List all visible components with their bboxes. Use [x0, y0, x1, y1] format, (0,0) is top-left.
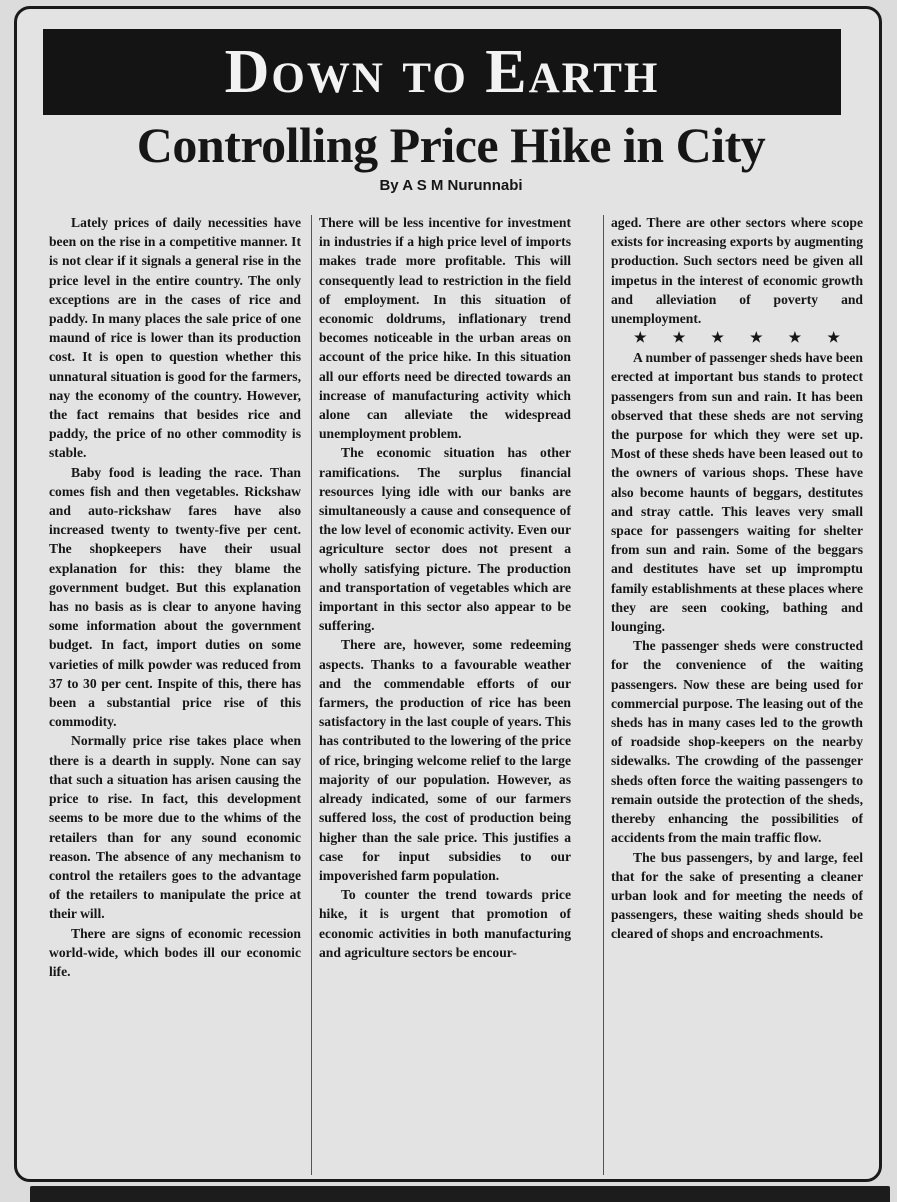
star-icon: ★ [711, 331, 724, 347]
paragraph: To counter the trend towards price hike, it is urgent that promotion of economic activities in both manufacturing and agriculture sectors be encour- [319, 887, 571, 960]
section-separator [611, 328, 863, 348]
column-divider [311, 215, 312, 1175]
article-column-3 [611, 213, 863, 1179]
star-icon: ★ [750, 331, 763, 347]
star-icon: ★ [672, 331, 686, 347]
article-column-1 [49, 213, 301, 1179]
paragraph: The passenger sheds were constructed for the convenience of the waiting passengers. Now these are being used for commercial purpose. The leasing out of the sheds has in many cases led to the growth of roadside shop-keepers on the nearby sidewalks. The crowding of the passenger sheds often force the waiting passengers to remain outside the protection of the sheds, thereby enhancing the possibilities of accidents from the main traffic flow. [611, 638, 863, 846]
paragraph: aged. There are other sectors where scope exists for increasing exports by augmenting production. Such sectors need be given all impetus in the interest of economic growth and alleviation of poverty and unemployment. [611, 215, 863, 327]
column-divider [603, 215, 604, 1175]
star-icon: ★ [634, 331, 647, 347]
paragraph: Normally price rise takes place when there is a dearth in supply. None can say that such a situation has arisen causing the price to rise. In fact, this development seems to be more due to the whims of the retailers than for any sound economic reason. The absence of any mechanism to control the retailers goes to the advantage of the retailers to manipulate the price at their will. [49, 733, 301, 922]
paragraph: Baby food is leading the race. Than comes fish and then vegetables. Rickshaw and auto-rickshaw fares have also increased twenty to twenty-five per cent. The shopkeepers have their usual explanation for this: they blame the government budget. But this explanation has no basis as is clear to anyone having some information about the government budget. In fact, import duties on some varieties of milk powder was reduced from 37 to 30 per cent. Inspite of this, there has been a substantial price rise of this commodity. [49, 464, 301, 730]
paragraph: There are signs of economic recession world-wide, which bodes ill our economic life. [49, 925, 301, 979]
paragraph: A number of passenger sheds have been erected at important bus stands to protect passengers from sun and rain. It has been observed that these sheds are not serving the purpose for which they were set up. Most of these sheds have been leased out to the owners of various shops. These have also become haunts of beggars, destitutes and stray cattle. This leaves very small space for passengers waiting for shelter from sun and rain. Some of the beggars and destitutes have set up impromptu family establishments at these places where they are seen cooking, bathing and lounging. [611, 350, 863, 635]
paragraph: Lately prices of daily necessities have been on the rise in a competitive manner. It is not clear if it signals a general rise in the price level in the entire country. The only exceptions are in the cases of rice and paddy. In many places the sale price of one maund of rice is lower than its production cost. It is open to question whether this unnatural situation is good for the farmers, nay the economy of the country. However, the fact remains that besides rice and paddy, the price of no other commodity is stable. [49, 215, 301, 461]
paragraph: The economic situation has other ramifications. The surplus financial resources lying idle with our banks are simultaneously a cause and consequence of the low level of economic activity. Even our agriculture sector does not present a wholly satisfying picture. The production and transportation of vegetables which are important in this sector also appear to be suffering. [319, 445, 571, 634]
next-article-strip [30, 1186, 890, 1202]
article-frame [14, 6, 882, 1182]
masthead-title: Down to Earth [224, 37, 660, 106]
article-column-2 [319, 213, 571, 1179]
paragraph: There are, however, some redeeming aspects. Thanks to a favourable weather and the commendable efforts of our farmers, the production of rice has been satisfactory in the last couple of years. This has contributed to the lowering of the price of rice, bringing welcome relief to the large majority of our population. However, as already indicated, some of our farmers suffered loss, the cost of production being higher than the sale price. This justifies a case for input subsidies to our impoverished farm population. [319, 637, 571, 883]
paragraph: The bus passengers, by and large, feel that for the sake of presenting a cleaner urban look and for meeting the needs of passengers, these waiting sheds should be cleared of shops and encroachments. [611, 849, 863, 942]
star-icon: ★ [827, 331, 840, 347]
paragraph: There will be less incentive for investment in industries if a high price level of imports makes trade more profitable. This will consequently lead to restriction in the field of employment. In this situation of economic doldrums, inflationary trend becomes noticeable in the urban areas on account of the price hike. In this situation all our efforts need be directed towards an increase of manufacturing activity which alone can alleviate the widespread unemployment problem. [319, 215, 571, 442]
star-icon: ★ [788, 331, 802, 347]
masthead-banner [43, 29, 841, 115]
article-byline: By A S M Nurunnabi [379, 177, 523, 194]
article-headline: Controlling Price Hike in City [136, 117, 766, 173]
